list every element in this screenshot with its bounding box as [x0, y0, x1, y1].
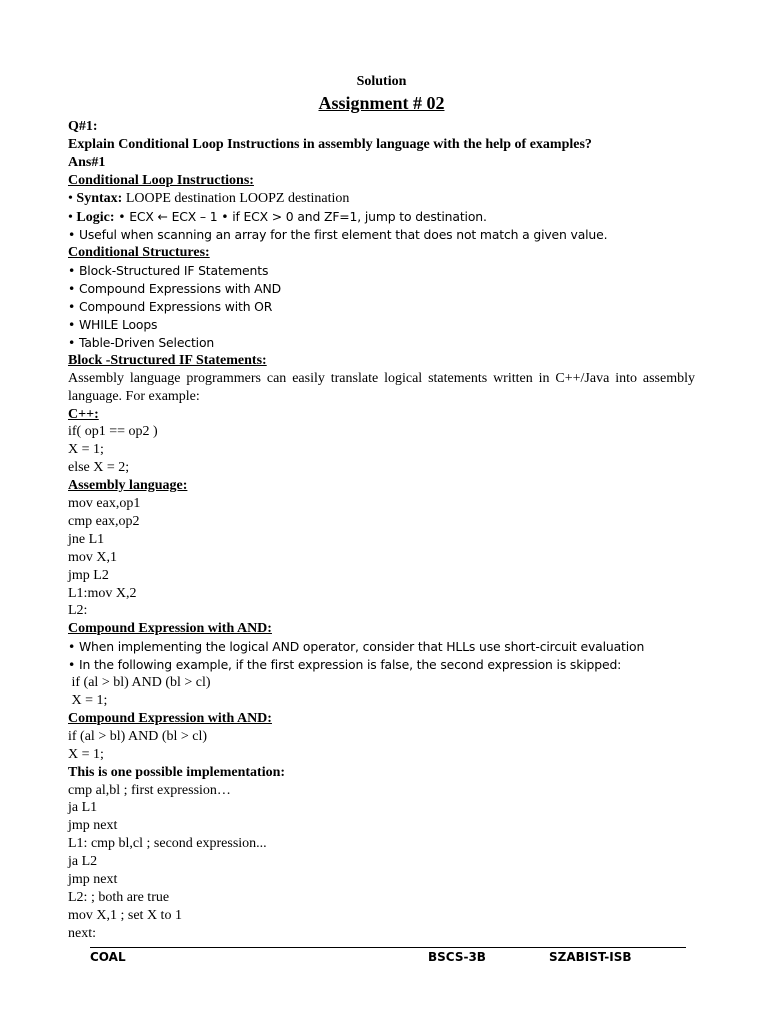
code-line: else X = 2; — [68, 460, 130, 476]
code-line: if (al > bl) AND (bl > cl) — [68, 675, 211, 691]
document-body — [68, 73, 695, 943]
code-line: next: — [68, 925, 96, 941]
logic-label: Logic: — [76, 209, 115, 225]
logic-text: • ECX ← ECX – 1 • if ECX > 0 and ZF=1, jump to destination. — [114, 208, 487, 224]
syntax-text: LOOPE destination LOOPZ destination — [122, 190, 350, 206]
code-line: X = 1; — [68, 693, 108, 708]
heading-conditional-structures: Conditional Structures: — [68, 245, 210, 261]
footer-divider — [90, 947, 686, 948]
and-bullet-1: • When implementing the logical AND operator, consider that HLLs use short-circuit evaluation — [68, 639, 645, 655]
heading-assembly-language: Assembly language: — [68, 478, 188, 494]
syntax-label: Syntax: — [76, 190, 123, 206]
code-line: cmp eax,op2 — [68, 513, 140, 529]
code-line: X = 1; — [68, 746, 104, 762]
code-line: jmp next — [68, 818, 118, 834]
code-line: X = 1; — [68, 442, 104, 458]
footer-class: BSCS-3B — [428, 950, 486, 964]
logic-line: • Logic: • ECX ← ECX – 1 • if ECX > 0 and ZF=1, jump to destination. — [68, 208, 487, 225]
code-line: L2: — [68, 603, 88, 619]
code-line: mov X,1 — [68, 549, 117, 565]
code-line: jmp L2 — [68, 567, 109, 583]
useful-line: • Useful when scanning an array for the first element that does not match a given value. — [68, 227, 608, 243]
code-line: mov eax,op1 — [68, 496, 141, 512]
code-line: L1:mov X,2 — [68, 585, 137, 601]
conditional-structures-list — [68, 262, 695, 352]
list-item: • WHILE Loops — [68, 316, 158, 332]
heading-compound-and-1: Compound Expression with AND: — [68, 621, 272, 637]
code-line: L1: cmp bl,cl ; second expression... — [68, 836, 267, 852]
answer-label: Ans#1 — [68, 154, 106, 170]
list-item: • Compound Expressions with OR — [68, 299, 273, 315]
code-line: ja L2 — [68, 854, 98, 870]
heading-block-structured-if: Block -Structured IF Statements: — [68, 352, 267, 368]
code-line: cmp al,bl ; first expression… — [68, 782, 231, 798]
and-bullet-2: • In the following example, if the first expression is false, the second expression is skipped: — [68, 657, 622, 673]
list-item: • Table-Driven Selection — [68, 334, 215, 350]
pre-title: Solution — [356, 74, 407, 89]
footer-institute: SZABIST-ISB — [549, 950, 632, 964]
heading-compound-and-2: Compound Expression with AND: — [68, 710, 272, 726]
code-line: if( op1 == op2 ) — [68, 424, 158, 440]
list-item: • Compound Expressions with AND — [68, 281, 282, 297]
page-title: Assignment # 02 — [318, 93, 445, 113]
question-label: Q#1: — [68, 119, 98, 134]
footer-course: COAL — [90, 950, 126, 964]
heading-conditional-loop-instructions: Conditional Loop Instructions: — [68, 172, 254, 188]
block-structured-paragraph: Assembly language programmers can easily translate logical statements written in C++/Java into assembly language. For example: — [68, 370, 695, 404]
heading-cpp: C++: — [68, 406, 99, 422]
list-item: • Block-Structured IF Statements — [68, 263, 269, 279]
code-line: jmp next — [68, 872, 118, 888]
heading-implementation: This is one possible implementation: — [68, 764, 286, 780]
code-line: L2: ; both are true — [68, 889, 170, 905]
code-line: jne L1 — [68, 531, 105, 547]
code-line: ja L1 — [68, 800, 98, 816]
question-text: Explain Conditional Loop Instructions in assembly language with the help of examples? — [68, 136, 592, 152]
code-line: mov X,1 ; set X to 1 — [68, 907, 182, 923]
code-line: if (al > bl) AND (bl > cl) — [68, 728, 208, 744]
syntax-line: • Syntax: LOOPE destination LOOPZ destination — [68, 190, 350, 206]
